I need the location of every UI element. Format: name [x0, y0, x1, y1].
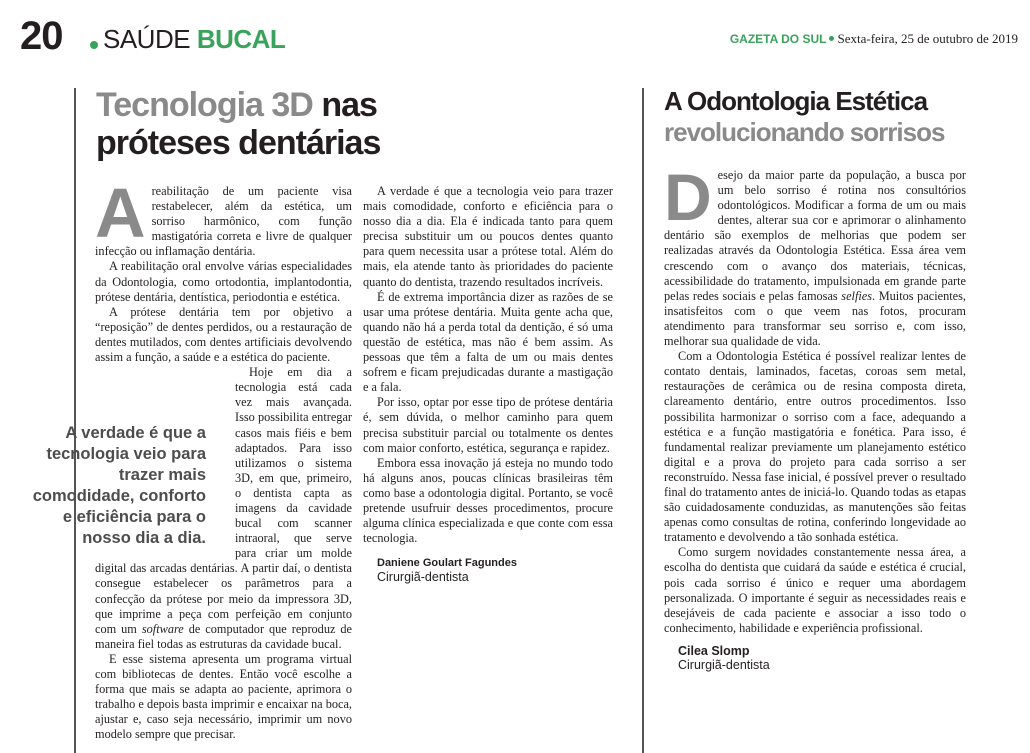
left-paragraph-5: E esse sistema apresenta um programa virtual com bibliotecas de dentes. Então você escolhe a forma que mais se adapta ao paciente, aprimora o trabalho e depois basta imprimir e encaixar na boca, ajustar e, caso seja necessário, imprimir um novo modelo sempre que precisar. — [95, 651, 352, 742]
left-paragraph-8: Por isso, optar por esse tipo de prótese dentária é, sem dúvida, o melhor caminho para quem precisa substituir parcial ou totalmente os dentes com maior conforto, estética, segurança e rapidez. — [363, 395, 613, 455]
right-author-role: Cirurgiã-dentista — [678, 657, 770, 672]
section-title-light: SAÚDE — [103, 24, 191, 54]
left-byline — [363, 556, 613, 585]
section-bullet-icon — [90, 41, 98, 49]
left-paragraph-6: A verdade é que a tecnologia veio para trazer mais comodidade, conforto e eficiência para o nosso dia a dia. Ela é indicada tanto para quem precisa substituir um ou poucos dentes quanto para quem necessita usar a prótese total. Além do mais, ela atende tanto às prioridades do paciente quanto do dentista, trazendo resultados incríveis. — [363, 184, 613, 289]
pull-quote: A verdade é que a tecnologia veio para trazer mais comodidade, conforto e eficiência para o nosso dia a dia. — [32, 424, 206, 547]
right-headline-grey: revolucionando sorrisos — [664, 117, 945, 147]
left-paragraph-1: Areabilitação de um paciente visa restabelecer, além da estética, um sorriso harmônico, com função mastigatória correta e livre de qualquer infecção ou inflamação dentária. — [95, 174, 352, 259]
left-headline-grey: Tecnologia 3D — [96, 86, 313, 124]
left-dropcap: A — [95, 174, 146, 252]
right-article-headline — [664, 86, 1024, 148]
left-paragraph-9: Embora essa inovação já esteja no mundo todo há alguns anos, poucas clínicas brasileiras têm como base a odontologia digital. Portanto, se você pretende usufruir desses procedimentos, procure alguma clínica especializada e que conte com essa tecnologia. — [363, 455, 613, 546]
section-title-bold: BUCAL — [196, 24, 286, 54]
right-paragraph-2: Com a Odontologia Estética é possível realizar lentes de contato dentais, laminados, facetas, coroas sem metal, restaurações de cerâmica ou de resina composta direta, clareamento dentário, entre outros procedimentos. Isso possibilita harmonizar o sorriso com a face, adequando a estética e a função mastigatória e fonética. Para isso, é fundamental realizar previamente um planejamento estético digital e a prova do projeto para cada sorriso a ser reconstruído. Nessa fase inicial, é possível prever o resultado final do tratamento antes de iniciá-lo. Quando todas as etapas são cuidadosamente conduzidas, as manutenções são feitas apenas como consultas de rotina, conferindo longevidade ao tratamento e devolvendo a tão sonhada estética. — [664, 349, 966, 545]
left-headline-dark-1: nas — [321, 86, 377, 124]
left-headline-dark-2: próteses dentárias — [96, 124, 381, 162]
left-article-column-2 — [363, 184, 613, 585]
left-paragraph-3: A prótese dentária tem por objetivo a “reposição” de dentes perdidos, ou a restauração de dentes mutilados, com dentes artificiais devolvendo assim a função, a saúde e a estética do paciente. — [95, 304, 352, 365]
paper-name: GAZETA DO SUL — [729, 32, 827, 46]
right-byline — [664, 644, 966, 673]
issue-date: Sexta-feira, 25 de outubro de 2019 — [837, 31, 1018, 46]
right-paragraph-1: Desejo da maior parte da população, a busca por um belo sorriso é rotina nos consultórios odontológicos. Modificar a forma de um ou mais dentes, alterar sua cor e aprimorar o alinhamento dentário são exemplos de melhorias que podem ser realizadas através da Odontologia Estética. Essa área vem crescendo com o avanço dos materiais, técnicas, acessibilidade do tratamento, impulsionada em grande parte pelas redes sociais e pelas famosas selfies. Muitos pacientes, insatisfeitos com o que veem nas fotos, procuram atendimento para transformar seu sorriso e, com isso, melhorar sua qualidade de vida. — [664, 160, 966, 349]
pull-quote-space — [95, 365, 235, 555]
left-article-column-1 — [95, 174, 353, 742]
left-paragraph-2: A reabilitação oral envolve várias especialidades da Odontologia, como ortodontia, implantodontia, prótese dentária, dentística, periodontia e estética. — [95, 259, 352, 304]
left-author-name: Daniene Goulart Fagundes — [377, 557, 517, 570]
left-paragraph-4: Hoje em dia a tecnologia está cada vez mais avançada. Isso possibilita entregar casos mais fiéis e bem adaptados. Para isso utilizamos o sistema 3D, em que, primeiro, o dentista capta as imagens da cavidade bucal com scanner intraoral, que serve para criar um molde digital das arcadas dentárias. A partir daí, o dentista consegue estabelecer os parâmetros para a confecção da prótese por meio da impressora 3D, que imprime a peça com perfeição em conjunto com um software de computador que reproduz de maneira fiel todas as estruturas da cavidade bucal. — [95, 365, 353, 651]
right-dropcap: D — [664, 160, 712, 234]
page-header — [0, 0, 1030, 62]
right-article-column — [664, 160, 966, 673]
page-number: 20 — [20, 14, 63, 58]
separator-dot-icon — [829, 36, 834, 41]
left-paragraph-7: É de extrema importância dizer as razões de se usar uma prótese dentária. Muita gente acha que, quando não há a perda total da dentição, é só uma questão de estética, mas não é bem assim. As pessoas que têm a falta de um ou mais dentes sofrem e ficam prejudicadas durante a mastigação e a fala. — [363, 289, 613, 395]
right-headline-dark: A Odontologia Estética — [664, 86, 928, 116]
left-column-rule — [74, 88, 76, 753]
right-author-name: Cilea Slomp — [678, 643, 750, 658]
right-paragraph-3: Como surgem novidades constantemente nessa área, a escolha do dentista que cuidará da saúde e estética é crucial, pois cada sorriso é único e requer uma abordagem personalizada. O importante é seguir as necessidades reais e desejáveis de cada paciente e associar a isso todo o conhecimento, habilidade e experiência profissional. — [664, 545, 966, 635]
center-column-rule — [642, 88, 644, 753]
left-author-role: Cirurgiã-dentista — [377, 570, 469, 585]
paper-info — [730, 32, 1018, 46]
section-title — [103, 25, 285, 53]
left-article-headline — [96, 86, 456, 162]
